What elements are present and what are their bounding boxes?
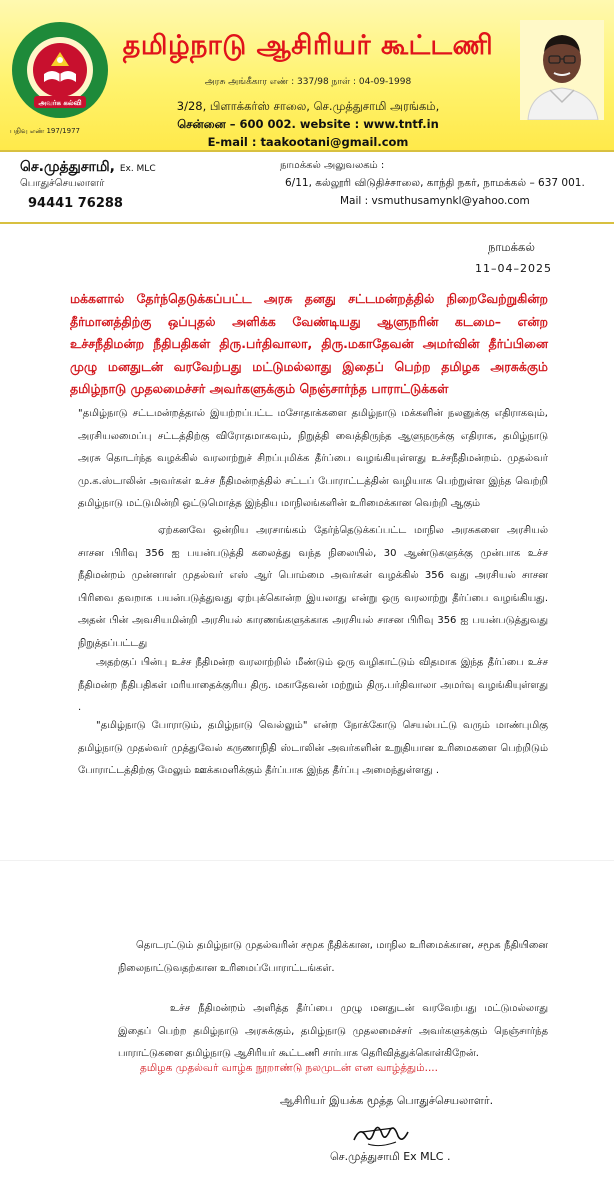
government-registration: அரசு அங்கீகார எண் : 337/98 நாள் : 04-09-1998 xyxy=(204,77,412,87)
office-label: நாமக்கல் அலுவலகம் : xyxy=(280,160,385,171)
letter-place: நாமக்கல் xyxy=(488,240,535,254)
logo-banner-text: அவர்க கல்வி xyxy=(38,99,82,107)
portrait-photo xyxy=(520,20,604,120)
address-line-1: 3/28, பிளாக்கர்ஸ் சாலை, செ.முத்துசாமி அரங்கம், xyxy=(176,99,440,113)
closing-wishes: தமிழக முதல்வர் வாழ்க நூறாண்டு நலமுடன் என வாழ்த்தும்.... xyxy=(140,1062,438,1074)
registration-number: பதிவு எண் 197/1977 xyxy=(10,127,80,135)
representative-phone: 94441 76288 xyxy=(28,196,123,211)
handwritten-signature xyxy=(350,1118,414,1150)
office-mail: Mail : vsmuthusamynkl@yahoo.com xyxy=(340,195,530,207)
representative-name xyxy=(20,159,156,177)
organization-logo xyxy=(10,20,110,120)
office-address: 6/11, கல்லூரி விடுதிச்சாலை, காந்தி நகர், நாமக்கல் – 637 001. xyxy=(285,177,585,189)
paragraph-2: ஏற்கனவே ஒன்றிய அரசாங்கம் தேர்ந்தெடுக்கப்பட்ட மாநில அரசுகளை அரசியல் சாசன பிரிவு 356 ஐ பயன்படுத்தி கலைத்து வந்த நிலையில், 30 ஆண்டுகளுக்கு முன்பாக உச்ச நீதிமன்றம் முன்னாள் முதல்வர் எஸ் ஆர் பொம்மை அவர்கள் வழக்கில் 356 வது அரசியல் சாசன பிரிவை தவறாக பயன்படுத்துவது ஏற்புக்கொன்ற இயலாது என்று ஒரு வரலாற்று தீர்ப்பை வழங்கியது. அதன் பின் அவசியமின்றி அரசியல் காரணங்களுக்காக அரசியல் சாசன பிரிவு 356 ஐ பயன்படுத்துவது நிறுத்தப்பட்டது xyxy=(78,525,548,649)
organization-email: E-mail : taakootani@gmail.com xyxy=(207,135,409,149)
representative-title: பொதுச்செயலாளர் xyxy=(20,178,105,189)
paragraph-1: "தமிழ்நாடு சட்டமன்றத்தால் இயற்றப்பட்ட மசோதாக்களை தமிழ்நாடு மக்களின் நலனுக்கு எதிராகவும், அரசியலமைப்பு சட்டத்திற்கு விரோதமாகவும், நிறுத்தி வைத்திருந்த ஆளுநருக்கு எதிராக, தமிழ்நாடு அரசு தொடர்ந்த வழக்கில் வரலாற்றுச் சிறப்புமிக்க தீர்ப்பை வழங்கியுள்ளது உச்சநீதிமன்றம். முதல்வர் மு.க.ஸ்டாலின் அவர்கள் உச்ச நீதிமன்றத்தில் சட்டப் போராட்டத்தின் வழியாக பெற்றுள்ள இந்த வெற்றி தமிழ்நாடு மட்டுமின்றி ஒட்டுமொத்த இந்திய மாநிலங்களின் உரிமைக்கான வெற்றி ஆகும் xyxy=(78,408,548,509)
paragraph-5: தொடரட்டும் தமிழ்நாடு முதல்வரின் சமூக நீதிக்கான, மாநில உரிமைக்கான, சமூக நீதியினை நிலைநாட்டுவதற்கான உரிமைப்போராட்டங்கள். xyxy=(118,940,548,974)
paragraph-6: உச்ச நீதிமன்றம் அளித்த தீர்ப்பை முழு மனதுடன் வரவேற்பது மட்டுமல்லாது இதைப் பெற்ற தமிழ்நாடு அரசுக்கும், தமிழ்நாடு முதலமைச்சர் அவர்களுக்கும் நெஞ்சார்ந்த பாராட்டுகளை தமிழ்நாடு ஆசிரியர் கூட்டணி சார்பாக தெரிவித்துக்கொள்கிறேன். xyxy=(118,1003,548,1059)
organization-title: தமிழ்நாடு ஆசிரியர் கூட்டணி xyxy=(122,30,494,61)
paragraph-3: அதற்குப் பின்பு உச்ச நீதிமன்ற வரலாற்றில் மீண்டும் ஒரு வழிகாட்டும் விதமாக இந்த தீர்ப்பை உச்ச நீதிமன்ற நீதிபதிகள் மரியாதைக்குரிய திரு. மகாதேவன் மற்றும் திரு.பர்திவாலா அமர்வு வழங்கியுள்ளது . xyxy=(78,657,548,713)
letter-headline: மக்களால் தேர்ந்தெடுக்கப்பட்ட அரசு தனது சட்டமன்றத்தில் நிறைவேற்றுகின்ற தீர்மானத்திற்கு ஒப்புதல் அளிக்க வேண்டியது ஆளுநரின் கடமை– என்ற உச்சநீதிமன்ற நீதிபதிகள் திரு.பர்திவாலா, திரு.மகாதேவன் அமர்வின் தீர்ப்பினை முழு மனதுடன் வரவேற்பது மட்டுமல்லாது இதைப் பெற்ற தமிழக அரசுக்கும் தமிழ்நாடு முதலமைச்சர் அவர்களுக்கும் நெஞ்சார்ந்த பாராட்டுக்கள் xyxy=(70,291,548,397)
representative-name-suffix: Ex. MLC xyxy=(119,164,156,174)
paragraph-4: "தமிழ்நாடு போராடும், தமிழ்நாடு வெல்லும்" என்ற நோக்கோடு செயல்பட்டு வரும் மாண்புமிகு தமிழ்நாடு முதல்வர் முத்துவேல் கருணாநிதி ஸ்டாலின் அவர்களின் உறுதியான உரிமைகளை பெற்றிடும் போராட்டத்திற்கு மேலும் ஊக்கமளிக்கும் தீர்ப்பாக இந்த தீர்ப்பு அமைந்துள்ளது . xyxy=(78,720,548,776)
page-divider xyxy=(0,860,614,861)
address-line-2: சென்னை – 600 002. website : www.tntf.in xyxy=(177,117,439,131)
letter-date: 11–04–2025 xyxy=(475,262,552,275)
representative-name-text: செ.முத்துசாமி, xyxy=(20,159,115,175)
signatory-title: ஆசிரியர் இயக்க மூத்த பொதுச்செயலாளர். xyxy=(280,1094,494,1107)
signatory-name: செ.முத்துசாமி Ex MLC . xyxy=(330,1150,451,1163)
